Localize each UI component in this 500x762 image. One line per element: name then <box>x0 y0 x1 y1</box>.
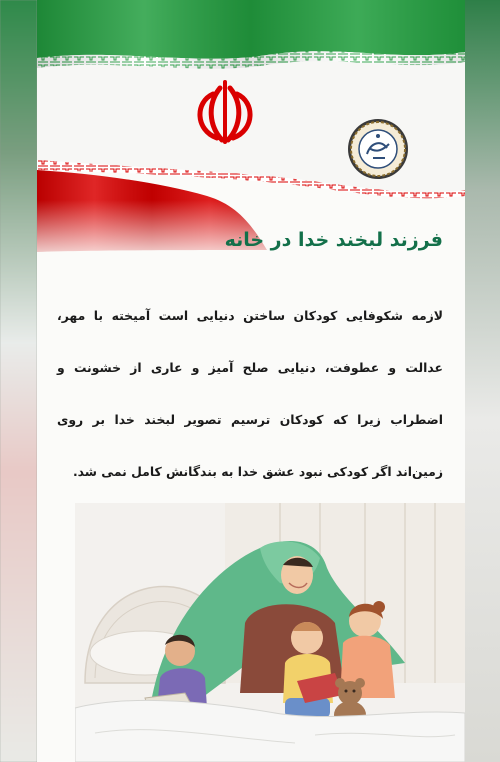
post-card <box>37 0 465 762</box>
right-blur-panel <box>465 0 500 762</box>
mother-children-illustration <box>75 503 465 762</box>
post-body-text: لازمه شکوفایی کودکان ساختن دنیایی است آمیخته با مهر، عدالت و عطوفت، دنیایی صلح آمیز و عاری از خشونت و اضطراب زیرا که کودکان ترسیم تصویر لبخند خدا بر روی زمین‌اند اگر کودکی نبود عشق خدا به بندگانش کامل نمی شد. <box>57 308 443 479</box>
seal-logo-icon <box>347 118 409 180</box>
left-blur-panel <box>0 0 37 762</box>
post-title: فرزند لبخند خدا در خانه <box>224 229 443 251</box>
